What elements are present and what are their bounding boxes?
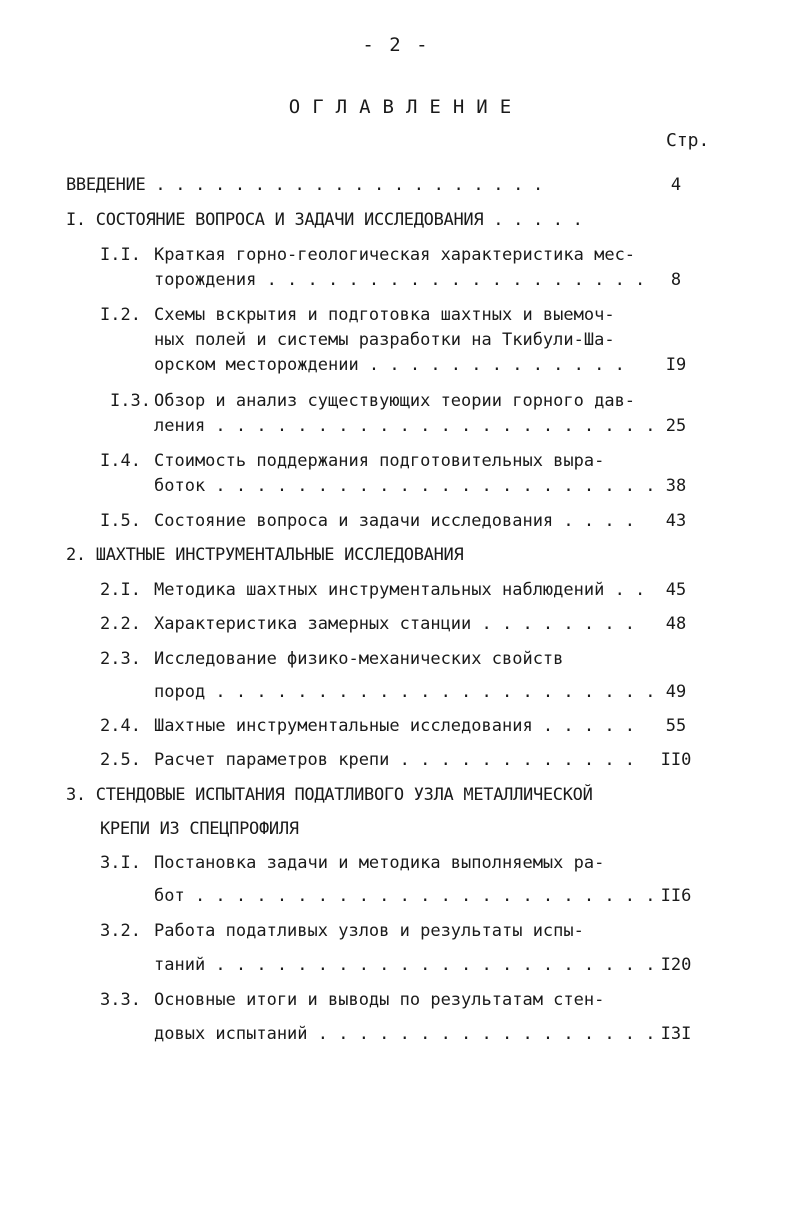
toc-item-text: таний . . . . . . . . . . . . . . . . . . . . . . bbox=[154, 955, 656, 975]
toc-item-text: пород . . . . . . . . . . . . . . . . . . . . . . bbox=[154, 682, 656, 702]
toc-item-page: 38 bbox=[665, 476, 687, 496]
toc-item-text: Постановка задачи и методика выполняемых ра- bbox=[154, 853, 605, 873]
toc-item-page: II6 bbox=[660, 886, 692, 906]
toc-item-text: ления . . . . . . . . . . . . . . . . . . . . . . bbox=[154, 416, 656, 436]
toc-item-page: 49 bbox=[665, 682, 687, 702]
toc-item-number: 2.3. bbox=[100, 649, 141, 669]
toc-item-text: Шахтные инструментальные исследования . . . . . bbox=[154, 716, 636, 736]
toc-item-number: 2.4. bbox=[100, 716, 141, 736]
toc-item-page: II0 bbox=[660, 750, 692, 770]
toc-section-1-heading: I. СОСТОЯНИЕ ВОПРОСА И ЗАДАЧИ ИССЛЕДОВАНИЯ . . . . . bbox=[66, 210, 583, 230]
toc-item-text: Схемы вскрытия и подготовка шахтных и выемоч- bbox=[154, 305, 615, 325]
toc-item-text: Состояние вопроса и задачи исследования . . . . bbox=[154, 511, 636, 531]
toc-item-text: ных полей и системы разработки на Ткибули-Ша- bbox=[154, 330, 615, 350]
toc-section-2-heading: 2. ШАХТНЫЕ ИНСТРУМЕНТАЛЬНЫЕ ИССЛЕДОВАНИЯ bbox=[66, 545, 464, 565]
page-column-label: Стр. bbox=[666, 130, 710, 151]
toc-item-page: 45 bbox=[665, 580, 687, 600]
toc-item-text: бот . . . . . . . . . . . . . . . . . . . . . . . bbox=[154, 886, 656, 906]
toc-item-text: орском месторождении . . . . . . . . . . . . . bbox=[154, 355, 625, 375]
toc-entry-intro-page: 4 bbox=[670, 175, 682, 195]
toc-item-text: Характеристика замерных станции . . . . . . . . bbox=[154, 614, 636, 634]
toc-item-number: I.4. bbox=[100, 451, 141, 471]
toc-item-number: I.2. bbox=[100, 305, 141, 325]
toc-item-page: I20 bbox=[660, 955, 692, 975]
toc-section-3-heading-cont: КРЕПИ ИЗ СПЕЦПРОФИЛЯ bbox=[100, 819, 299, 839]
toc-item-page: 25 bbox=[665, 416, 687, 436]
toc-item-number: 2.5. bbox=[100, 750, 141, 770]
toc-item-page: 48 bbox=[665, 614, 687, 634]
toc-item-number: 3.2. bbox=[100, 921, 141, 941]
toc-item-page: 43 bbox=[665, 511, 687, 531]
toc-item-page: 55 bbox=[665, 716, 687, 736]
page-title: ОГЛАВЛЕНИЕ bbox=[288, 96, 524, 118]
toc-item-text: Обзор и анализ существующих теории горного дав- bbox=[154, 391, 636, 411]
toc-item-text: Стоимость поддержания подготовительных выра- bbox=[154, 451, 605, 471]
toc-item-page: I3I bbox=[660, 1024, 692, 1044]
toc-item-text: Краткая горно-геологическая характеристика мес- bbox=[154, 245, 636, 265]
toc-entry-intro-text: ВВЕДЕНИЕ . . . . . . . . . . . . . . . . . . . . bbox=[66, 175, 543, 195]
toc-item-text: довых испытаний . . . . . . . . . . . . . . . . . bbox=[154, 1024, 656, 1044]
toc-item-number: 3.3. bbox=[100, 990, 141, 1010]
toc-item-number: I.3. bbox=[110, 391, 151, 411]
page-number: - 2 - bbox=[362, 34, 430, 56]
toc-item-text: Методика шахтных инструментальных наблюдений . . bbox=[154, 580, 646, 600]
toc-item-number: I.I. bbox=[100, 245, 141, 265]
toc-item-text: Основные итоги и выводы по результатам стен- bbox=[154, 990, 605, 1010]
toc-item-text: Работа податливых узлов и результаты испы- bbox=[154, 921, 584, 941]
toc-item-page: 8 bbox=[670, 270, 682, 290]
toc-item-number: 2.I. bbox=[100, 580, 141, 600]
toc-item-number: 2.2. bbox=[100, 614, 141, 634]
toc-section-3-heading: 3. СТЕНДОВЫЕ ИСПЫТАНИЯ ПОДАТЛИВОГО УЗЛА МЕТАЛЛИЧЕСКОЙ bbox=[66, 785, 593, 805]
toc-item-text: Расчет параметров крепи . . . . . . . . . . . . bbox=[154, 750, 636, 770]
toc-item-number: 3.I. bbox=[100, 853, 141, 873]
toc-item-text: Исследование физико-механических свойств bbox=[154, 649, 564, 669]
toc-item-text: торождения . . . . . . . . . . . . . . . . . . . bbox=[154, 270, 646, 290]
toc-item-number: I.5. bbox=[100, 511, 141, 531]
toc-item-text: боток . . . . . . . . . . . . . . . . . . . . . . bbox=[154, 476, 656, 496]
toc-item-page: I9 bbox=[665, 355, 687, 375]
